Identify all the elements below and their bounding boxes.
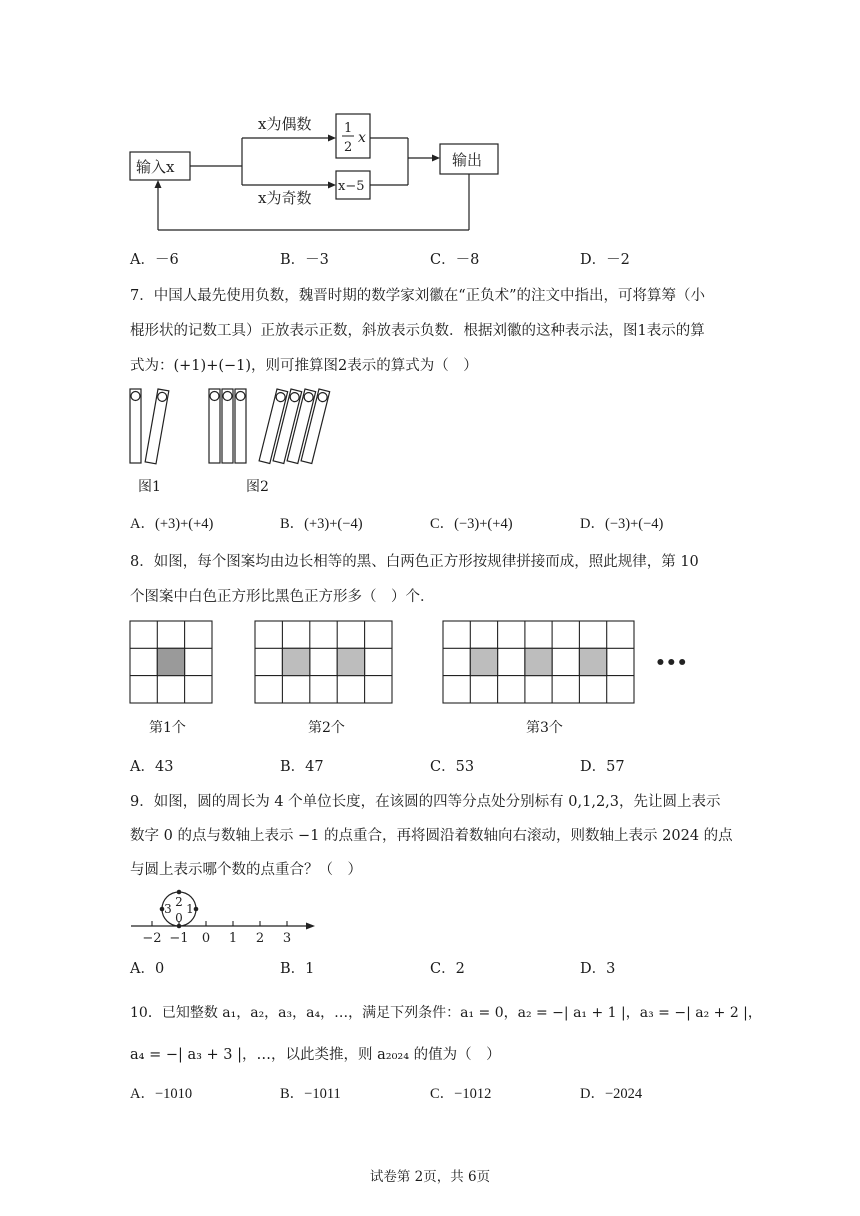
option-text: −2024 xyxy=(604,1086,643,1102)
pattern-3-caption: 第3个 xyxy=(526,720,563,736)
option-text: −1012 xyxy=(454,1086,492,1102)
half-numerator: 1 xyxy=(344,121,353,136)
q8-option-c[interactable] xyxy=(430,755,474,776)
fig2-caption: 图2 xyxy=(246,479,269,495)
option-text: (+3)+(+4) xyxy=(154,516,214,532)
tick-label: 0 xyxy=(201,931,211,946)
option-text: 3 xyxy=(606,961,616,977)
q6-option-a[interactable] xyxy=(130,248,179,269)
pattern-1-caption: 第1个 xyxy=(149,720,186,736)
option-letter: A． xyxy=(130,961,155,977)
circle-label-3: 3 xyxy=(164,902,172,916)
option-letter: C． xyxy=(430,1086,455,1102)
option-letter: D． xyxy=(580,516,605,532)
option-text: (+3)+(−4) xyxy=(304,516,363,532)
pattern-ellipsis: ••• xyxy=(655,653,688,673)
axis-arrow xyxy=(306,923,315,930)
q9-line-3: 与圆上表示哪个数的点重合？（ ） xyxy=(130,862,362,878)
pattern-1 xyxy=(130,621,212,703)
q10-option-b[interactable] xyxy=(280,1082,341,1103)
circle-label-1: 1 xyxy=(186,902,194,916)
option-text: 43 xyxy=(154,759,174,775)
q6-option-d[interactable] xyxy=(580,248,630,269)
black-tile xyxy=(282,648,309,675)
option-letter: A． xyxy=(130,759,155,775)
q9-option-c[interactable] xyxy=(430,957,465,978)
q8-line-1: 8．如图，每个图案均由边长相等的黑、白两色正方形按规律拼接而成，照此规律，第 10 xyxy=(130,554,699,570)
page-footer: 试卷第 2页，共 6页 xyxy=(369,1169,491,1185)
half-variable: x xyxy=(358,130,366,146)
q8-option-a[interactable] xyxy=(130,755,173,776)
rod-slanted xyxy=(145,389,169,464)
q8-option-b[interactable] xyxy=(280,755,324,776)
q7-option-d[interactable] xyxy=(580,512,663,533)
q7-option-c[interactable] xyxy=(430,512,513,533)
option-text: 47 xyxy=(305,759,324,775)
option-text: －8 xyxy=(455,252,480,268)
q7-line-2: 棍形状的记数工具）正放表示正数，斜放表示负数．根据刘徽的这种表示法，图1表示的算 xyxy=(130,323,705,339)
q6-option-c[interactable] xyxy=(430,248,479,269)
q7-option-b[interactable] xyxy=(280,512,363,533)
option-letter: D． xyxy=(580,759,607,775)
option-letter: B． xyxy=(280,1086,305,1102)
q10-line-2: a₄ = −| a₃ + 3 |，…，以此类推，则 a₂₀₂₄ 的值为（ ） xyxy=(130,1047,501,1063)
option-text: －3 xyxy=(305,252,329,268)
counting-rods-figure xyxy=(125,385,345,467)
q9-option-a[interactable] xyxy=(130,957,164,978)
option-letter: C． xyxy=(430,961,456,977)
tick-label: −1 xyxy=(169,931,189,946)
option-text: 0 xyxy=(154,961,165,977)
option-letter: D． xyxy=(580,961,607,977)
black-tile xyxy=(470,648,497,675)
tick-label: 1 xyxy=(228,931,238,946)
black-tile xyxy=(525,648,552,675)
even-label: x为偶数 xyxy=(258,115,312,133)
option-letter: D． xyxy=(580,1086,605,1102)
option-letter: B． xyxy=(280,252,306,268)
option-letter: B． xyxy=(280,961,306,977)
option-letter: D． xyxy=(580,252,607,268)
number-line-figure xyxy=(125,882,325,947)
option-letter: B． xyxy=(280,516,305,532)
q10-option-c[interactable] xyxy=(430,1082,491,1103)
option-text: 2 xyxy=(455,961,465,977)
q8-line-2: 个图案中白色正方形比黑色正方形多（ ）个． xyxy=(130,589,435,605)
output-label: 输出 xyxy=(452,151,483,169)
option-letter: A． xyxy=(130,516,155,532)
tick-label: −2 xyxy=(142,931,162,946)
option-text: −1010 xyxy=(154,1086,193,1102)
option-text: (−3)+(−4) xyxy=(604,516,664,532)
q10-line-1: 10．已知整数 a₁，a₂，a₃，a₄，…，满足下列条件：a₁ = 0，a₂ = −| a₁ + 1 |，a₃ = −| a₂ + 2 |， xyxy=(130,1005,762,1021)
option-letter: A． xyxy=(130,1086,155,1102)
pattern-2 xyxy=(255,621,392,703)
option-letter: C． xyxy=(430,759,456,775)
option-text: －2 xyxy=(606,252,630,268)
q10-option-a[interactable] xyxy=(130,1082,192,1103)
q7-option-a[interactable] xyxy=(130,512,213,533)
q7-line-3: 式为：(+1)+(−1)，则可推算图2表示的算式为（ ） xyxy=(130,358,478,374)
pattern-3 xyxy=(443,621,634,703)
q9-line-2: 数字 0 的点与数轴上表示 −1 的点重合，再将圆沿着数轴向右滚动，则数轴上表示 2024 的点 xyxy=(130,828,733,844)
option-text: (−3)+(+4) xyxy=(454,516,513,532)
option-letter: C． xyxy=(430,516,455,532)
odd-label: x为奇数 xyxy=(258,189,312,207)
option-text: 1 xyxy=(305,961,315,977)
option-letter: C． xyxy=(430,252,456,268)
q9-line-1: 9．如图，圆的周长为 4 个单位长度，在该圆的四等分点处分别标有 0,1,2,3，先让圆上表示 xyxy=(130,794,721,810)
option-text: 57 xyxy=(606,759,625,775)
q7-line-1: 7．中国人最先使用负数，魏晋时期的数学家刘徽在“正负术”的注文中指出，可将算筹（小 xyxy=(130,288,706,304)
minus-label: x−5 xyxy=(338,179,365,194)
option-letter: A． xyxy=(130,252,155,268)
option-letter: B． xyxy=(280,759,306,775)
circle-label-0: 0 xyxy=(175,911,183,925)
option-text: －6 xyxy=(154,252,179,268)
q8-option-d[interactable] xyxy=(580,755,625,776)
option-text: 53 xyxy=(455,759,475,775)
tick-label: 3 xyxy=(282,931,292,946)
input-label: 输入x xyxy=(136,158,175,176)
black-tile xyxy=(337,648,364,675)
tick-label: 2 xyxy=(255,931,265,946)
fig1-caption: 图1 xyxy=(138,479,161,495)
black-tile xyxy=(579,648,606,675)
black-tile xyxy=(157,648,184,675)
q10-option-d[interactable] xyxy=(580,1082,642,1103)
q9-option-d[interactable] xyxy=(580,957,615,978)
q9-option-b[interactable] xyxy=(280,957,314,978)
circle-label-2: 2 xyxy=(175,895,183,909)
pattern-2-caption: 第2个 xyxy=(308,720,345,736)
half-denominator: 2 xyxy=(344,140,353,155)
option-text: −1011 xyxy=(304,1086,341,1102)
tile-pattern-figure xyxy=(125,615,705,710)
flowchart xyxy=(120,105,510,240)
q6-option-b[interactable] xyxy=(280,248,329,269)
